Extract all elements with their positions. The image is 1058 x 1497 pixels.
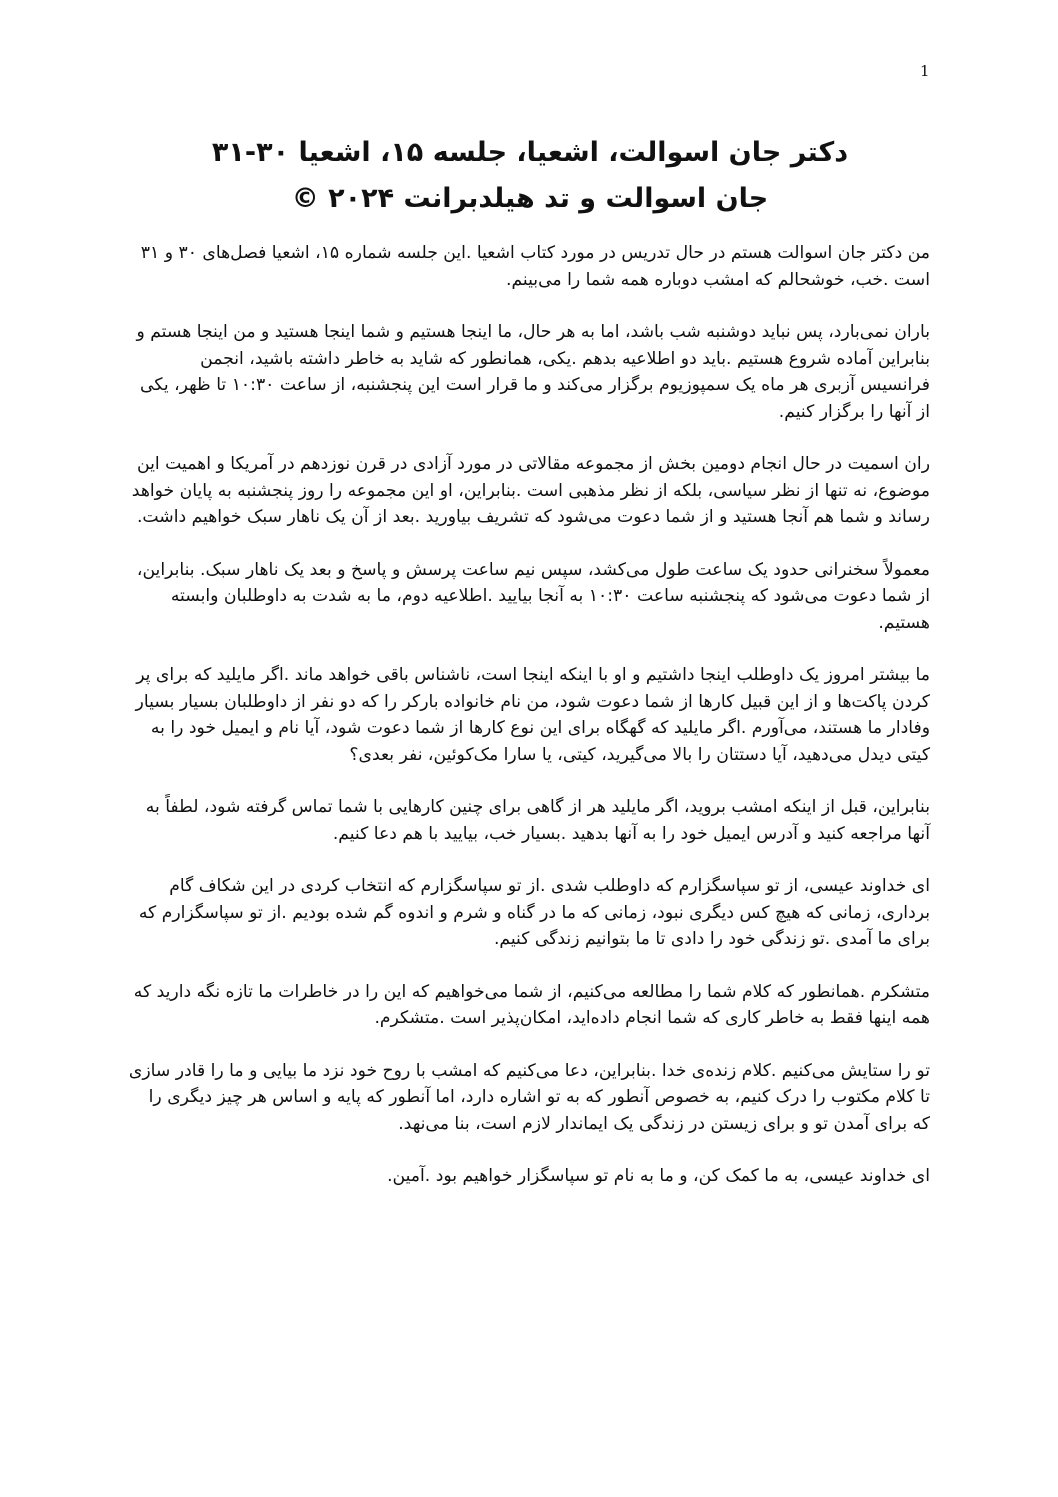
paragraph-prayer-2: متشکرم .همانطور که کلام شما را مطالعه می‌کنیم، از شما می‌خواهیم که این را در خاطرات ما تازه نگه دارید که همه اینها فقط به خاطر کاری که شما انجام داده‌اید، امکان‌پذیر است .متشکرم. (133, 981, 930, 1028)
title-line-1: دکتر جان اسوالت، اشعیا، جلسه ۱۵، اشعیا ۳۰-۳۱ (211, 137, 849, 168)
paragraph-volunteers: ما بیشتر امروز یک داوطلب اینجا داشتیم و او با اینکه اینجا است، ناشناس باقی خواهد ماند .اگر مایلید که برای پر کردن پاکت‌ها و از این قبیل کارها از شما دعوت شود، من نام خانواده بارکر را که دو نفر از داوطلبان بسیار بسیار وفادار ما هستند، می‌آورم .اگر مایلید که گهگاه برای این نوع کارها از شما دعوت شود، آیا نام و ایمیل خود را به کیتی دیدل می‌دهید، آیا دستتان را بالا می‌گیرید، کیتی، یا سارا مک‌کوئین، نفر بعدی؟ (135, 665, 930, 765)
page-number: 1 (920, 62, 930, 80)
paragraph-prayer-1: ای خداوند عیسی، از تو سپاسگزارم که داوطلب شدی .از تو سپاسگزارم که انتخاب کردی در این شکاف گام برداری، زمانی که هیچ کس دیگری نبود، زمانی که ما در گناه و شرم و اندوه گم شده بودیم .از تو سپاسگزارم که برای ما آمدی .تو زندگی خود را دادی تا ما بتوانیم زندگی کنیم. (138, 876, 930, 949)
document-title (130, 130, 930, 222)
paragraph-intro: من دکتر جان اسوالت هستم در حال تدریس در مورد کتاب اشعیا .این جلسه شماره ۱۵، اشعیا فصل‌های ۳۰ و ۳۱ است .خب، خوشحالم که امشب دوباره همه شما را می‌بینم. (140, 243, 930, 290)
paragraph-lecture-schedule: معمولاً سخنرانی حدود یک ساعت طول می‌کشد، سپس نیم ساعت پرسش و پاسخ و بعد یک ناهار سبک. بنابراین، از شما دعوت می‌شود که پنجشنبه ساعت ۱۰:۳۰ به آنجا بیایید .اطلاعیه دوم، ما به شدت به داوطلبان وابسته هستیم. (136, 559, 930, 633)
paragraph-prayer-3: تو را ستایش می‌کنیم .کلام زنده‌ی خدا .بنابراین، دعا می‌کنیم که امشب با روح خود نزد ما بیایی و ما را قادر سازی تا کلام مکتوب را درک کنیم، به خصوص آنطور که به تو اشاره دارد، اما آنطور که پایه و اساس هر چیز دیگری را که برای آمدن تو و برای زیستن در زندگی یک ایماندار لازم است، بنا می‌نهد. (128, 1060, 930, 1134)
paragraph-amen: ای خداوند عیسی، به ما کمک کن، و ما به نام تو سپاسگزار خواهیم بود .آمین. (387, 1166, 930, 1186)
paragraph-announcements: باران نمی‌بارد، پس نباید دوشنبه شب باشد، اما به هر حال، ما اینجا هستیم و شما اینجا هستید و من اینجا هستم و بنابراین آماده شروع هستیم .باید دو اطلاعیه بدهم .یکی، همانطور که شاید به خاطر داشته باشید، انجمن فرانسیس آزبری هر ماه یک سمپوزیوم برگزار می‌کند و ما قرار است این پنجشنبه، از ساعت ۱۰:۳۰ تا ظهر، یکی از آنها را برگزار کنیم. (136, 322, 930, 422)
title-line-2: جان اسوالت و تد هیلدبرانت ۲۰۲۴ © (291, 183, 769, 214)
paragraph-contact: بنابراین، قبل از اینکه امشب بروید، اگر مایلید هر از گاهی برای چنین کارهایی با شما تماس گرفته شود، لطفاً به آنها مراجعه کنید و آدرس ایمیل خود را به آنها بدهید .بسیار خب، بیایید با هم دعا کنیم. (145, 797, 930, 844)
document-body (127, 240, 930, 1216)
paragraph-ron-smith: ران اسمیت در حال انجام دومین بخش از مجموعه مقالاتی در مورد آزادی در قرن نوزدهم در آمریکا و اهمیت این موضوع، نه تنها از نظر سیاسی، بلکه از نظر مذهبی است .بنابراین، او این مجموعه را روز پنجشنبه به پایان خواهد رساند و شما هم آنجا هستید و از شما دعوت می‌شود که تشریف بیاورید .بعد از آن یک ناهار سبک خواهیم داشت. (131, 454, 930, 527)
